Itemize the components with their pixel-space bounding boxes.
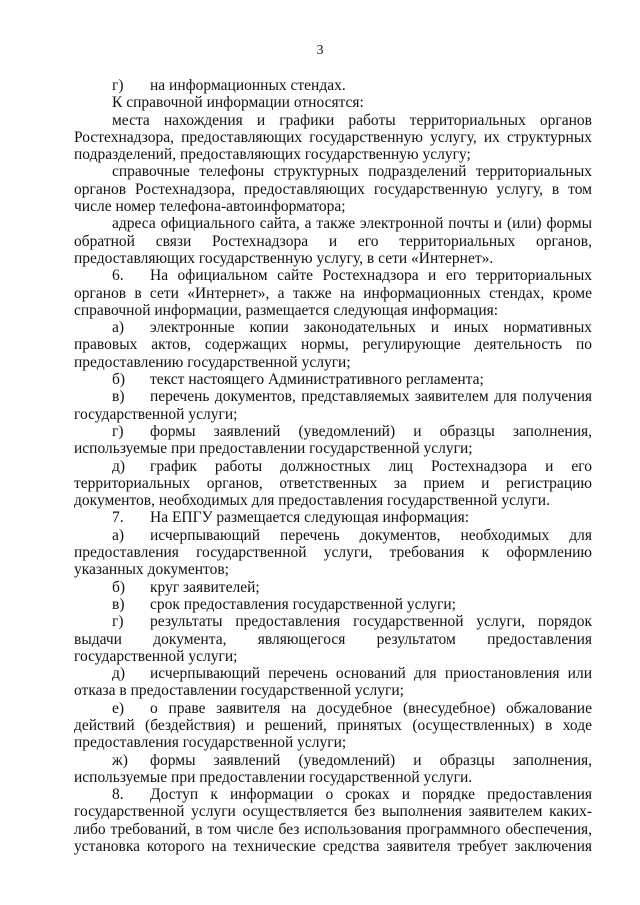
paragraph-text: адреса официального сайта, а также электронной почты и (или) формы обратной связи Ростехнадзора и его территориальных органов, предоставляющих государственную услугу, в сети «Интернет». (74, 215, 592, 267)
paragraph (74, 319, 592, 371)
list-marker: д) (112, 457, 126, 475)
list-marker: г) (112, 613, 124, 631)
list-marker: а) (112, 319, 125, 337)
paragraph-text: Доступ к информации о сроках и порядке предоставления государственной услуги осуществляется без выполнения заявителем каких-либо требований, в том числе без использования программного обеспечения, установка которого на технические средства заявителя требует заключения (74, 786, 592, 856)
paragraph (74, 665, 592, 700)
list-marker: ж) (112, 751, 128, 769)
paragraph-text: перечень документов, представляемых заявителем для получения государственной услуги; (74, 388, 592, 423)
paragraph-text: справочные телефоны структурных подразделений территориальных органов Ростехнадзора, предоставляющих государственную услугу, в том числе номер телефона-автоинформатора; (74, 163, 592, 216)
paragraph (74, 77, 592, 94)
list-marker: в) (112, 595, 125, 613)
paragraph (74, 613, 592, 665)
paragraph-text: текст настоящего Административного регламента; (150, 371, 484, 389)
list-marker: е) (112, 699, 125, 717)
paragraph-text: формы заявлений (уведомлений) и образцы заполнения, используемые при предоставлении государственной услуги. (74, 751, 592, 786)
paragraph (74, 371, 592, 388)
list-marker: а) (112, 526, 125, 544)
page-number: 3 (316, 43, 324, 58)
list-marker: б) (112, 371, 126, 389)
paragraph (74, 527, 592, 579)
paragraph-text: результаты предоставления государственной услуги, порядок выдачи документа, являющегося результатом предоставления государственной услуги; (74, 613, 592, 665)
paragraph (74, 267, 592, 319)
list-marker: 6. (112, 267, 124, 285)
paragraph (74, 786, 592, 855)
paragraph (74, 112, 592, 164)
paragraph-text: формы заявлений (уведомлений) и образцы заполнения, используемые при предоставлении государственной услуги; (74, 422, 592, 458)
document-body (74, 77, 592, 855)
paragraph (74, 423, 592, 458)
paragraph-text: На ЕПГУ размещается следующая информация: (150, 509, 470, 527)
paragraph (74, 458, 592, 510)
list-marker: в) (112, 388, 125, 406)
paragraph (74, 579, 592, 596)
paragraph (74, 509, 592, 526)
list-marker: 8. (112, 786, 124, 804)
list-marker: б) (112, 578, 126, 596)
paragraph-text: На официальном сайте Ростехнадзора и его территориальных органов в сети «Интернет», а также на информационных стендах, кроме справочной информации, размещается следующая информация: (74, 267, 592, 319)
list-marker: 7. (112, 509, 124, 527)
paragraph-text: о праве заявителя на досудебное (внесудебное) обжалование действий (бездействия) и решений, принятых (осуществленных) в ходе предоставления государственной услуги; (74, 699, 592, 752)
paragraph-text: исчерпывающий перечень оснований для приостановления или отказа в предоставлении государственной услуги; (74, 665, 592, 700)
paragraph-text: срок предоставления государственной услуги; (150, 595, 456, 613)
paragraph (74, 388, 592, 423)
paragraph-text: исчерпывающий перечень документов, необходимых для предоставления государственной услуги, требования к оформлению указанных документов; (74, 526, 592, 579)
paragraph (74, 596, 592, 613)
list-marker: г) (112, 422, 124, 440)
paragraph-text: график работы должностных лиц Ростехнадзора и его территориальных органов, ответственных за прием и регистрацию документов, необходимых для предоставления государственной услуги. (74, 457, 592, 510)
list-marker: д) (112, 665, 126, 683)
paragraph (74, 700, 592, 752)
paragraph-text: электронные копии законодательных и иных нормативных правовых актов, содержащих нормы, регулирующие деятельность по предоставлению государственной услуги; (74, 319, 592, 371)
paragraph (74, 94, 592, 111)
paragraph-text: К справочной информации относятся: (112, 94, 364, 112)
paragraph-text: на информационных стендах. (150, 77, 346, 94)
paragraph (74, 163, 592, 215)
list-marker: г) (112, 77, 124, 94)
paragraph (74, 215, 592, 267)
paragraph (74, 752, 592, 787)
paragraph-text: места нахождения и графики работы территориальных органов Ростехнадзора, предоставляющих государственную услугу, их структурных подразделений, предоставляющих государственную услугу; (74, 111, 592, 164)
paragraph-text: круг заявителей; (150, 578, 260, 596)
